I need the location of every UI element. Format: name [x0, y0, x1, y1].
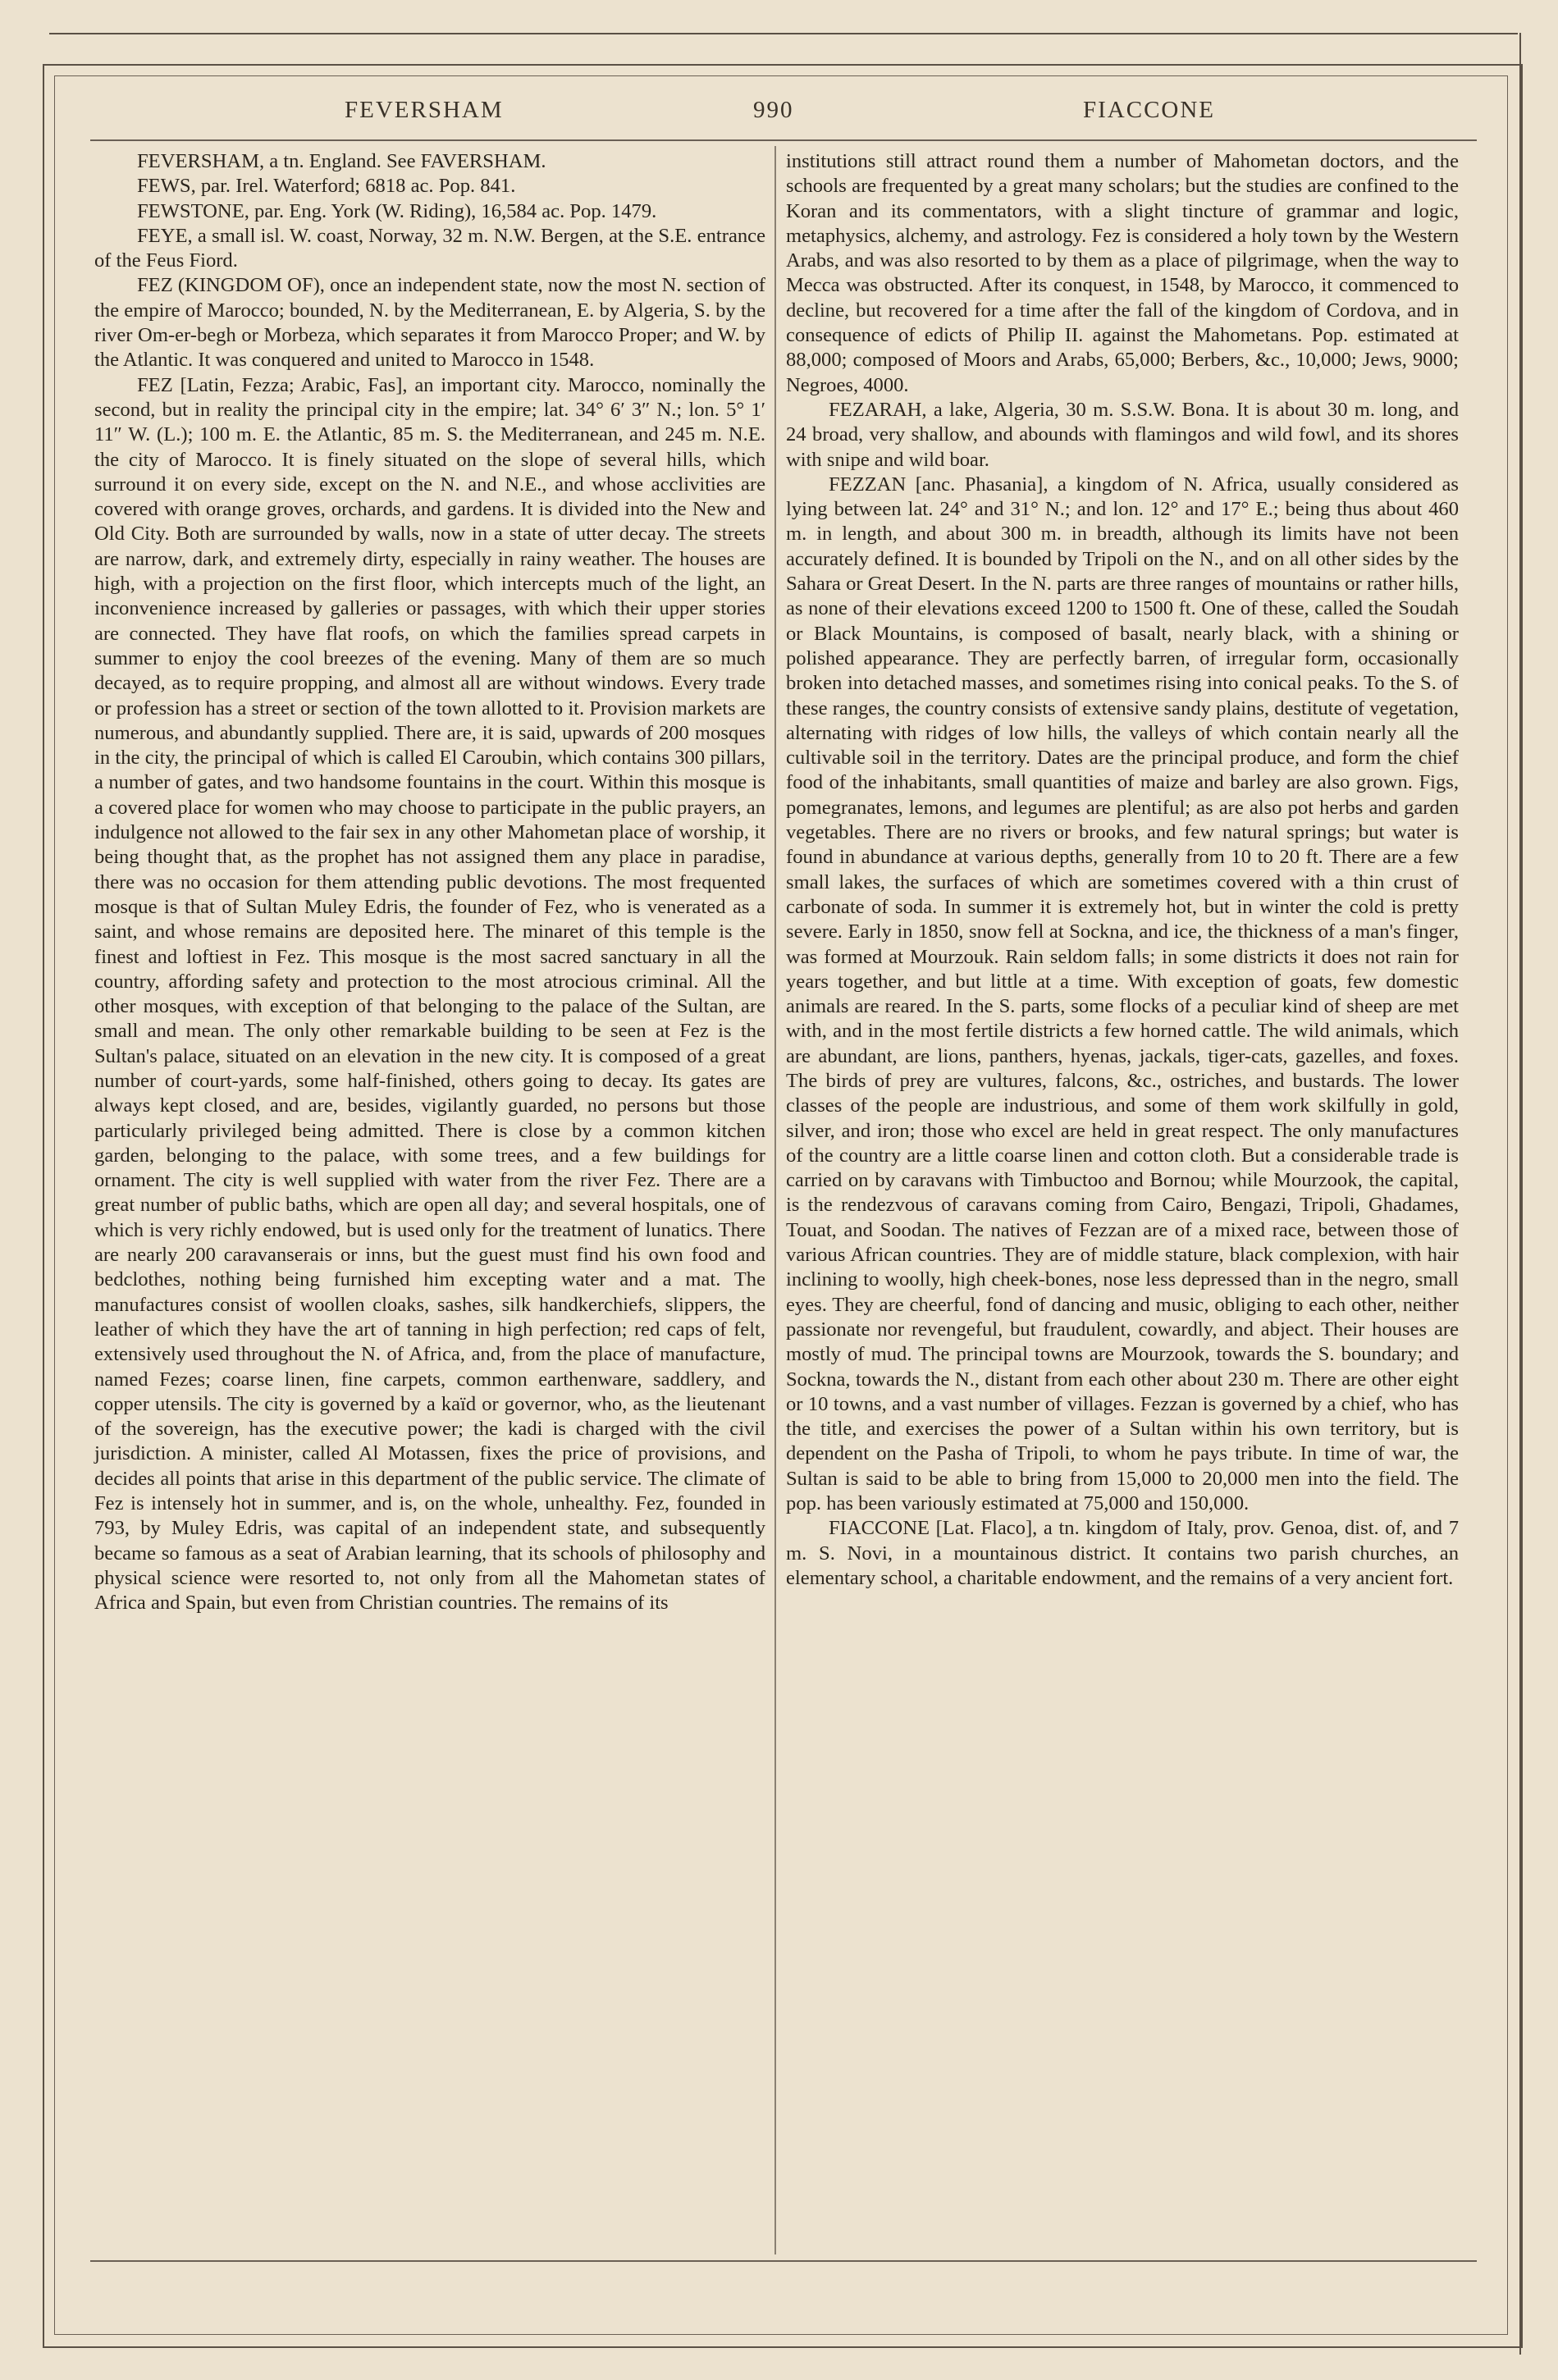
header-left-word: FEVERSHAM [345, 97, 504, 123]
column-divider [774, 146, 776, 2254]
footer-rule [90, 2260, 1477, 2262]
entry-fez-kingdom: FEZ (KINGDOM OF), once an independent state, now the most N. section of the empire of Marocco; bounded, N. by the Mediterranean, E. by Algeria, S. by the river Om-er-begh or Morbeza, which separates it from Marocco Proper; and W. by the Atlantic. It was conquered and united to Marocco in 1548. [94, 274, 765, 372]
entry-fezzan: FEZZAN [anc. Phasania], a kingdom of N. Africa, usually considered as lying between lat. 24° and 31° N.; and lon. 12° and 17° E.; being thus about 460 m. in length, and about 300 m. in breadth, although its limits have not been accurately defined. It is bounded by Tripoli on the N., and on all other sides by the Sahara or Great Desert. In the N. parts are three ranges of mountains or rather hills, as none of their elevations exceed 1200 to 1500 ft. One of these, called the Soudah or Black Mountains, is composed of basalt, nearly black, with a shining or polished appearance. They are perfectly barren, of irregular form, occasionally broken into detached masses, and sometimes rising into conical peaks. To the S. of these ranges, the country consists of extensive sandy plains, destitute of vegetation, alternating with ridges of low hills, the valleys of which contain nearly all the cultivable soil in the territory. Dates are the principal produce, and form the chief food of the inhabitants, small quantities of maize and barley are also grown. Figs, pomegranates, lemons, and legumes are plentiful; as are also pot herbs and garden vegetables. There are no rivers or brooks, and few natural springs; but water is found in abundance at various depths, generally from 10 to 20 ft. There are a few small lakes, the surfaces of which are sometimes covered with a thin crust of carbonate of soda. In summer it is extremely hot, but in winter the cold is pretty severe. Early in 1850, snow fell at Sockna, and ice, the thickness of a man's finger, was formed at Mourzouk. Rain seldom falls; in some districts it does not rain for years together, and but little at a time. With exception of goats, few domestic animals are reared. In the S. parts, some flocks of a peculiar kind of sheep are met with, and in the most fertile districts a few horned cattle. The wild animals, which are abundant, are lions, panthers, hyenas, jackals, tiger-cats, gazelles, and foxes. The birds of prey are vultures, falcons, &c., ostriches, and bustards. The lower classes of the people are industrious, and some of them work skilfully in gold, silver, and iron; those who excel are held in great respect. The only manufactures of the country are a little coarse linen and cotton cloth. But a considerable trade is carried on by caravans with Timbuctoo and Bornou; while Mourzook, the capital, is the rendezvous of caravans coming from Cairo, Bengazi, Tripoli, Ghadames, Touat, and Soodan. The natives of Fezzan are of a mixed race, between those of various African countries. They are of middle stature, black complexion, with hair inclining to woolly, high cheek-bones, nose less depressed than in the negro, small eyes. They are cheerful, fond of dancing and music, obliging to each other, neither passionate nor revengeful, but fraudulent, cowardly, and abject. Their houses are mostly of mud. The principal towns are Mourzook, towards the S. boundary; and Sockna, towards the N., distant from each other about 230 m. There are other eight or 10 towns, and a vast number of villages. Fezzan is governed by a chief, who has the title, and exercises the power of a Sultan within his own territory, but is dependent on the Pasha of Tripoli, to whom he pays tribute. In time of war, the Sultan is said to be able to bring from 15,000 to 20,000 men into the field. The pop. has been variously estimated at 75,000 and 150,000. [786, 473, 1459, 1515]
entry-fiaccone: FIACCONE [Lat. Flaco], a tn. kingdom of Italy, prov. Genoa, dist. of, and 7 m. S. Novi, in a mountainous district. It contains two parish churches, an elementary school, a charitable endowment, and the remains of a very ancient fort. [786, 1517, 1459, 1589]
header-rule [90, 139, 1477, 141]
entry-fewstone: FEWSTONE, par. Eng. York (W. Riding), 16,584 ac. Pop. 1479. [137, 199, 657, 222]
entry-fews: FEWS, par. Irel. Waterford; 6818 ac. Pop. 841. [137, 175, 516, 198]
header-right-word: FIACCONE [1083, 97, 1216, 123]
right-column [786, 149, 1459, 1591]
entry-feye: FEYE, a small isl. W. coast, Norway, 32 m. N.W. Bergen, at the S.E. entrance of the Feus Fiord. [94, 224, 765, 272]
page-edge-top [49, 33, 1518, 34]
entry-feversham: FEVERSHAM, a tn. England. See FAVERSHAM. [137, 150, 546, 172]
running-header [57, 97, 1501, 138]
entry-fez-city-continued: institutions still attract round them a number of Mahometan doctors, and the schools are frequented by a great many scholars; but the studies are confined to the Koran and its commentators, with a slight tincture of grammar and logic, metaphysics, alchemy, and astrology. Fez is considered a holy town by the Western Arabs, and was also resorted to by them as a place of pilgrimage, when the way to Mecca was obstructed. After its conquest, in 1548, by Marocco, it commenced to decline, but recovered for a time after the fall of the kingdom of Cordova, and in consequence of edicts of Philip II. against the Mahometans. Pop. estimated at 88,000; composed of Moors and Arabs, 65,000; Berbers, &c., 10,000; Jews, 9000; Negroes, 4000. [786, 150, 1459, 396]
left-column [94, 149, 765, 1616]
entry-fezarah: FEZARAH, a lake, Algeria, 30 m. S.S.W. Bona. It is about 30 m. long, and 24 broad, very shallow, and abounds with flamingos and wild fowl, and its shores with snipe and wild boar. [786, 398, 1459, 471]
page-number: 990 [753, 97, 794, 123]
entry-fez-city: FEZ [Latin, Fezza; Arabic, Fas], an important city. Marocco, nominally the second, but in reality the principal city in the empire; lat. 34° 6′ 3″ N.; lon. 5° 1′ 11″ W. (L.); 100 m. E. the Atlantic, 85 m. S. the Mediterranean, and 245 m. N.E. the city of Marocco. It is finely situated on the slope of several hills, which surround it on every side, except on the N. and N.E., and whose acclivities are covered with orange groves, orchards, and gardens. It is divided into the New and Old City. Both are surrounded by walls, now in a state of utter decay. The streets are narrow, dark, and extremely dirty, especially in rainy weather. The houses are high, with a projection on the first floor, which intercepts much of the light, an inconvenience increased by galleries or passages, with which their upper stories are connected. They have flat roofs, on which the families spread carpets in summer to enjoy the cool breezes of the evening. Many of them are so much decayed, as to require propping, and almost all are without windows. Every trade or profession has a street or section of the town allotted to it. Provision markets are numerous, and abundantly supplied. There are, it is said, upwards of 200 mosques in the city, the principal of which is called El Caroubin, which contains 300 pillars, a number of gates, and two handsome fountains in the court. Within this mosque is a covered place for women who may choose to participate in the public prayers, an indulgence not allowed to the fair sex in any other Mahometan place of worship, it being thought that, as the prophet has not assigned them any place in paradise, there was no occasion for them attending public devotions. The most frequented mosque is that of Sultan Muley Edris, the founder of Fez, who is venerated as a saint, and whose remains are deposited here. The minaret of this temple is the finest and loftiest in Fez. This mosque is the most sacred sanctuary in all the country, affording safety and protection to the most atrocious criminal. All the other mosques, with exception of that belonging to the palace of the Sultan, are small and mean. The only other remarkable building to be seen at Fez is the Sultan's palace, situated on an elevation in the new city. It is composed of a great number of court-yards, some half-finished, others going to decay. Its gates are always kept closed, and are, besides, vigilantly guarded, no persons but those particularly privileged being admitted. There is close by a common kitchen garden, belonging to the palace, with some trees, and a few buildings for ornament. The city is well supplied with water from the river Fez. There are a great number of public baths, which are open all day; and several hospitals, one of which is very richly endowed, but is used only for the treatment of lunatics. There are nearly 200 caravanserais or inns, but the guest must find his own food and bedclothes, nothing being furnished him excepting water and a mat. The manufactures consist of woollen cloaks, sashes, silk handkerchiefs, slippers, the leather of which they have the art of tanning in high perfection; red caps of felt, extensively used throughout the N. of Africa, and, from the place of manufacture, named Fezes; coarse linen, fine carpets, common earthenware, saddlery, and copper utensils. The city is governed by a kaïd or governor, who, as the lieutenant of the sovereign, has the executive power; the kadi is charged with the civil jurisdiction. A minister, called Al Motassen, fixes the price of provisions, and decides all points that arise in this department of the public service. The climate of Fez is intensely hot in summer, and is, on the whole, unhealthy. Fez, founded in 793, by Muley Edris, was capital of an independent state, and subsequently became so famous as a seat of Arabian learning, that its schools of philosophy and physical science were resorted to, not only from all the Mahometan states of Africa and Spain, but even from Christian countries. The remains of its [94, 373, 765, 1615]
